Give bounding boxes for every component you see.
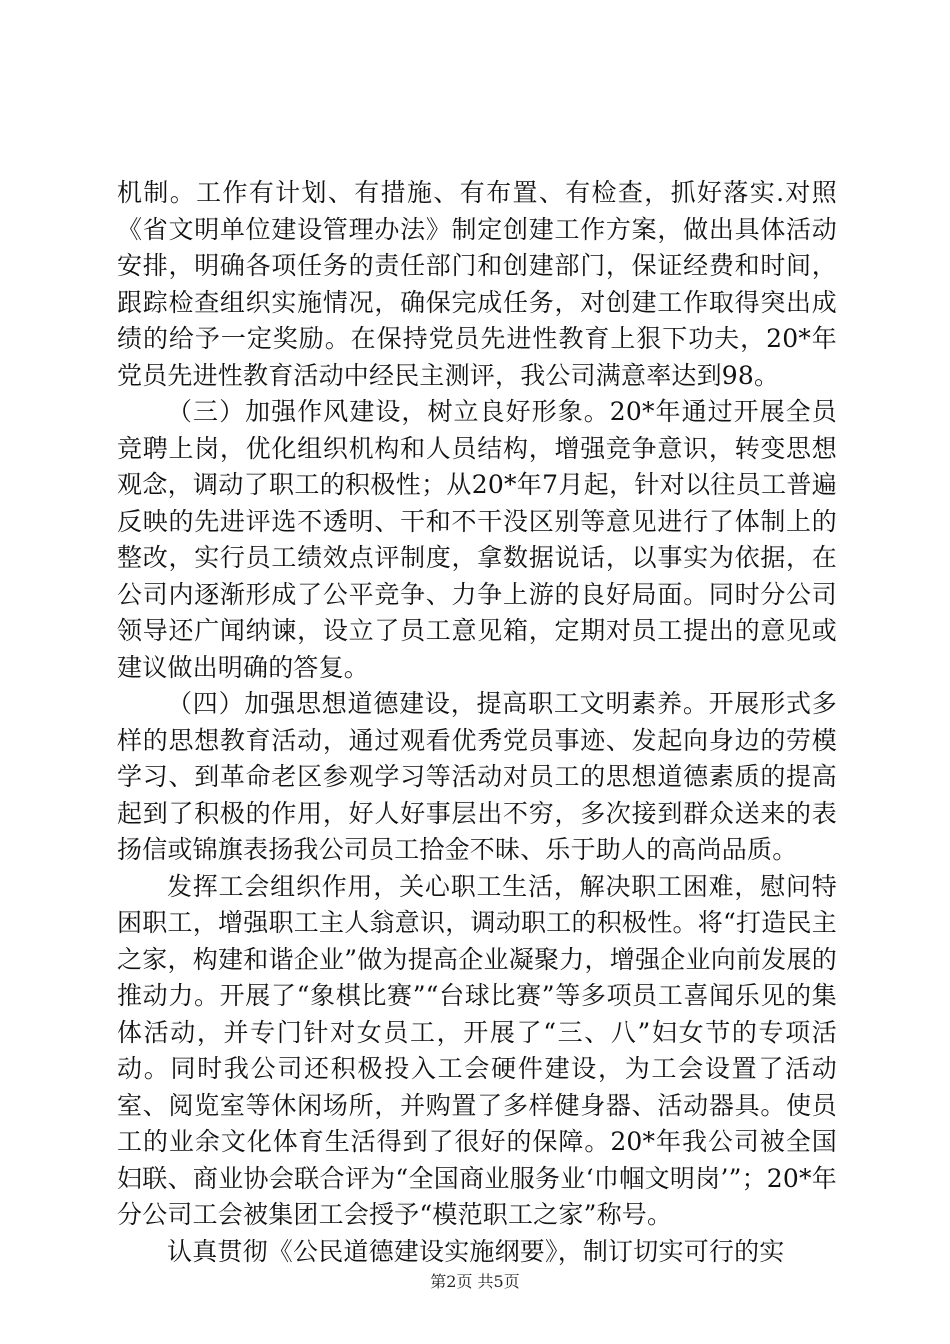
page-number-footer: 第2页 共5页: [430, 1272, 520, 1291]
paragraph-civic-morality: 认真贯彻《公民道德建设实施纲要》，制订切实可行的实: [167, 1236, 785, 1266]
paragraph-moral-building: （四）加强思想道德建设，提高职工文明素养。开展形式多样的思想教育活动，通过观看优秀党员事迹、发起向身边的劳模学习、到革命老区参观学习等活动对员工的思想道德素质的提高起到了积极的作用，好人好事层出不穷，多次接到群众送来的表扬信或锦旗表扬我公司员工拾金不昧、乐于助人的高尚品质。: [117, 689, 837, 864]
paragraph-trade-union: 发挥工会组织作用，关心职工生活，解决职工困难，慰问特困职工，增强职工主人翁意识，调动职工的积极性。将“打造民主之家，构建和谐企业”做为提高企业凝聚力，增强企业向前发展的推动力。开展了“象棋比赛”“台球比赛”等多项员工喜闻乐见的集体活动，并专门针对女员工，开展了“三、八”妇女节的专项活动。同时我公司还积极投入工会硬件建设，为工会设置了活动室、阅览室等休闲场所，并购置了多样健身器、活动器具。使员工的业余文化体育生活得到了很好的保障。20*年我公司被全国妇联、商业协会联合评为“全国商业服务业‘巾帼文明岗’”；20*年分公司工会被集团工会授予“模范职工之家”称号。: [117, 871, 837, 1229]
document-body: [117, 175, 837, 1270]
paragraph-continued-mechanism: 机制。工作有计划、有措施、有布置、有检查，抓好落实.对照《省文明单位建设管理办法》制定创建工作方案，做出具体活动安排，明确各项任务的责任部门和创建部门，保证经费和时间，跟踪检查组织实施情况，确保完成任务，对创建工作取得突出成绩的给予一定奖励。在保持党员先进性教育上狠下功夫，20*年党员先进性教育活动中经民主测评，我公司满意率达到98。: [117, 178, 837, 390]
paragraph-work-style: （三）加强作风建设，树立良好形象。20*年通过开展全员竞聘上岗，优化组织机构和人员结构，增强竞争意识，转变思想观念，调动了职工的积极性；从20*年7月起，针对以往员工普遍反映的先进评选不透明、干和不干没区别等意见进行了体制上的整改，实行员工绩效点评制度，拿数据说话，以事实为依据，在公司内逐渐形成了公平竞争、力争上游的良好局面。同时分公司领导还广闻纳谏，设立了员工意见箱，定期对员工提出的意见或建议做出明确的答复。: [117, 397, 837, 682]
